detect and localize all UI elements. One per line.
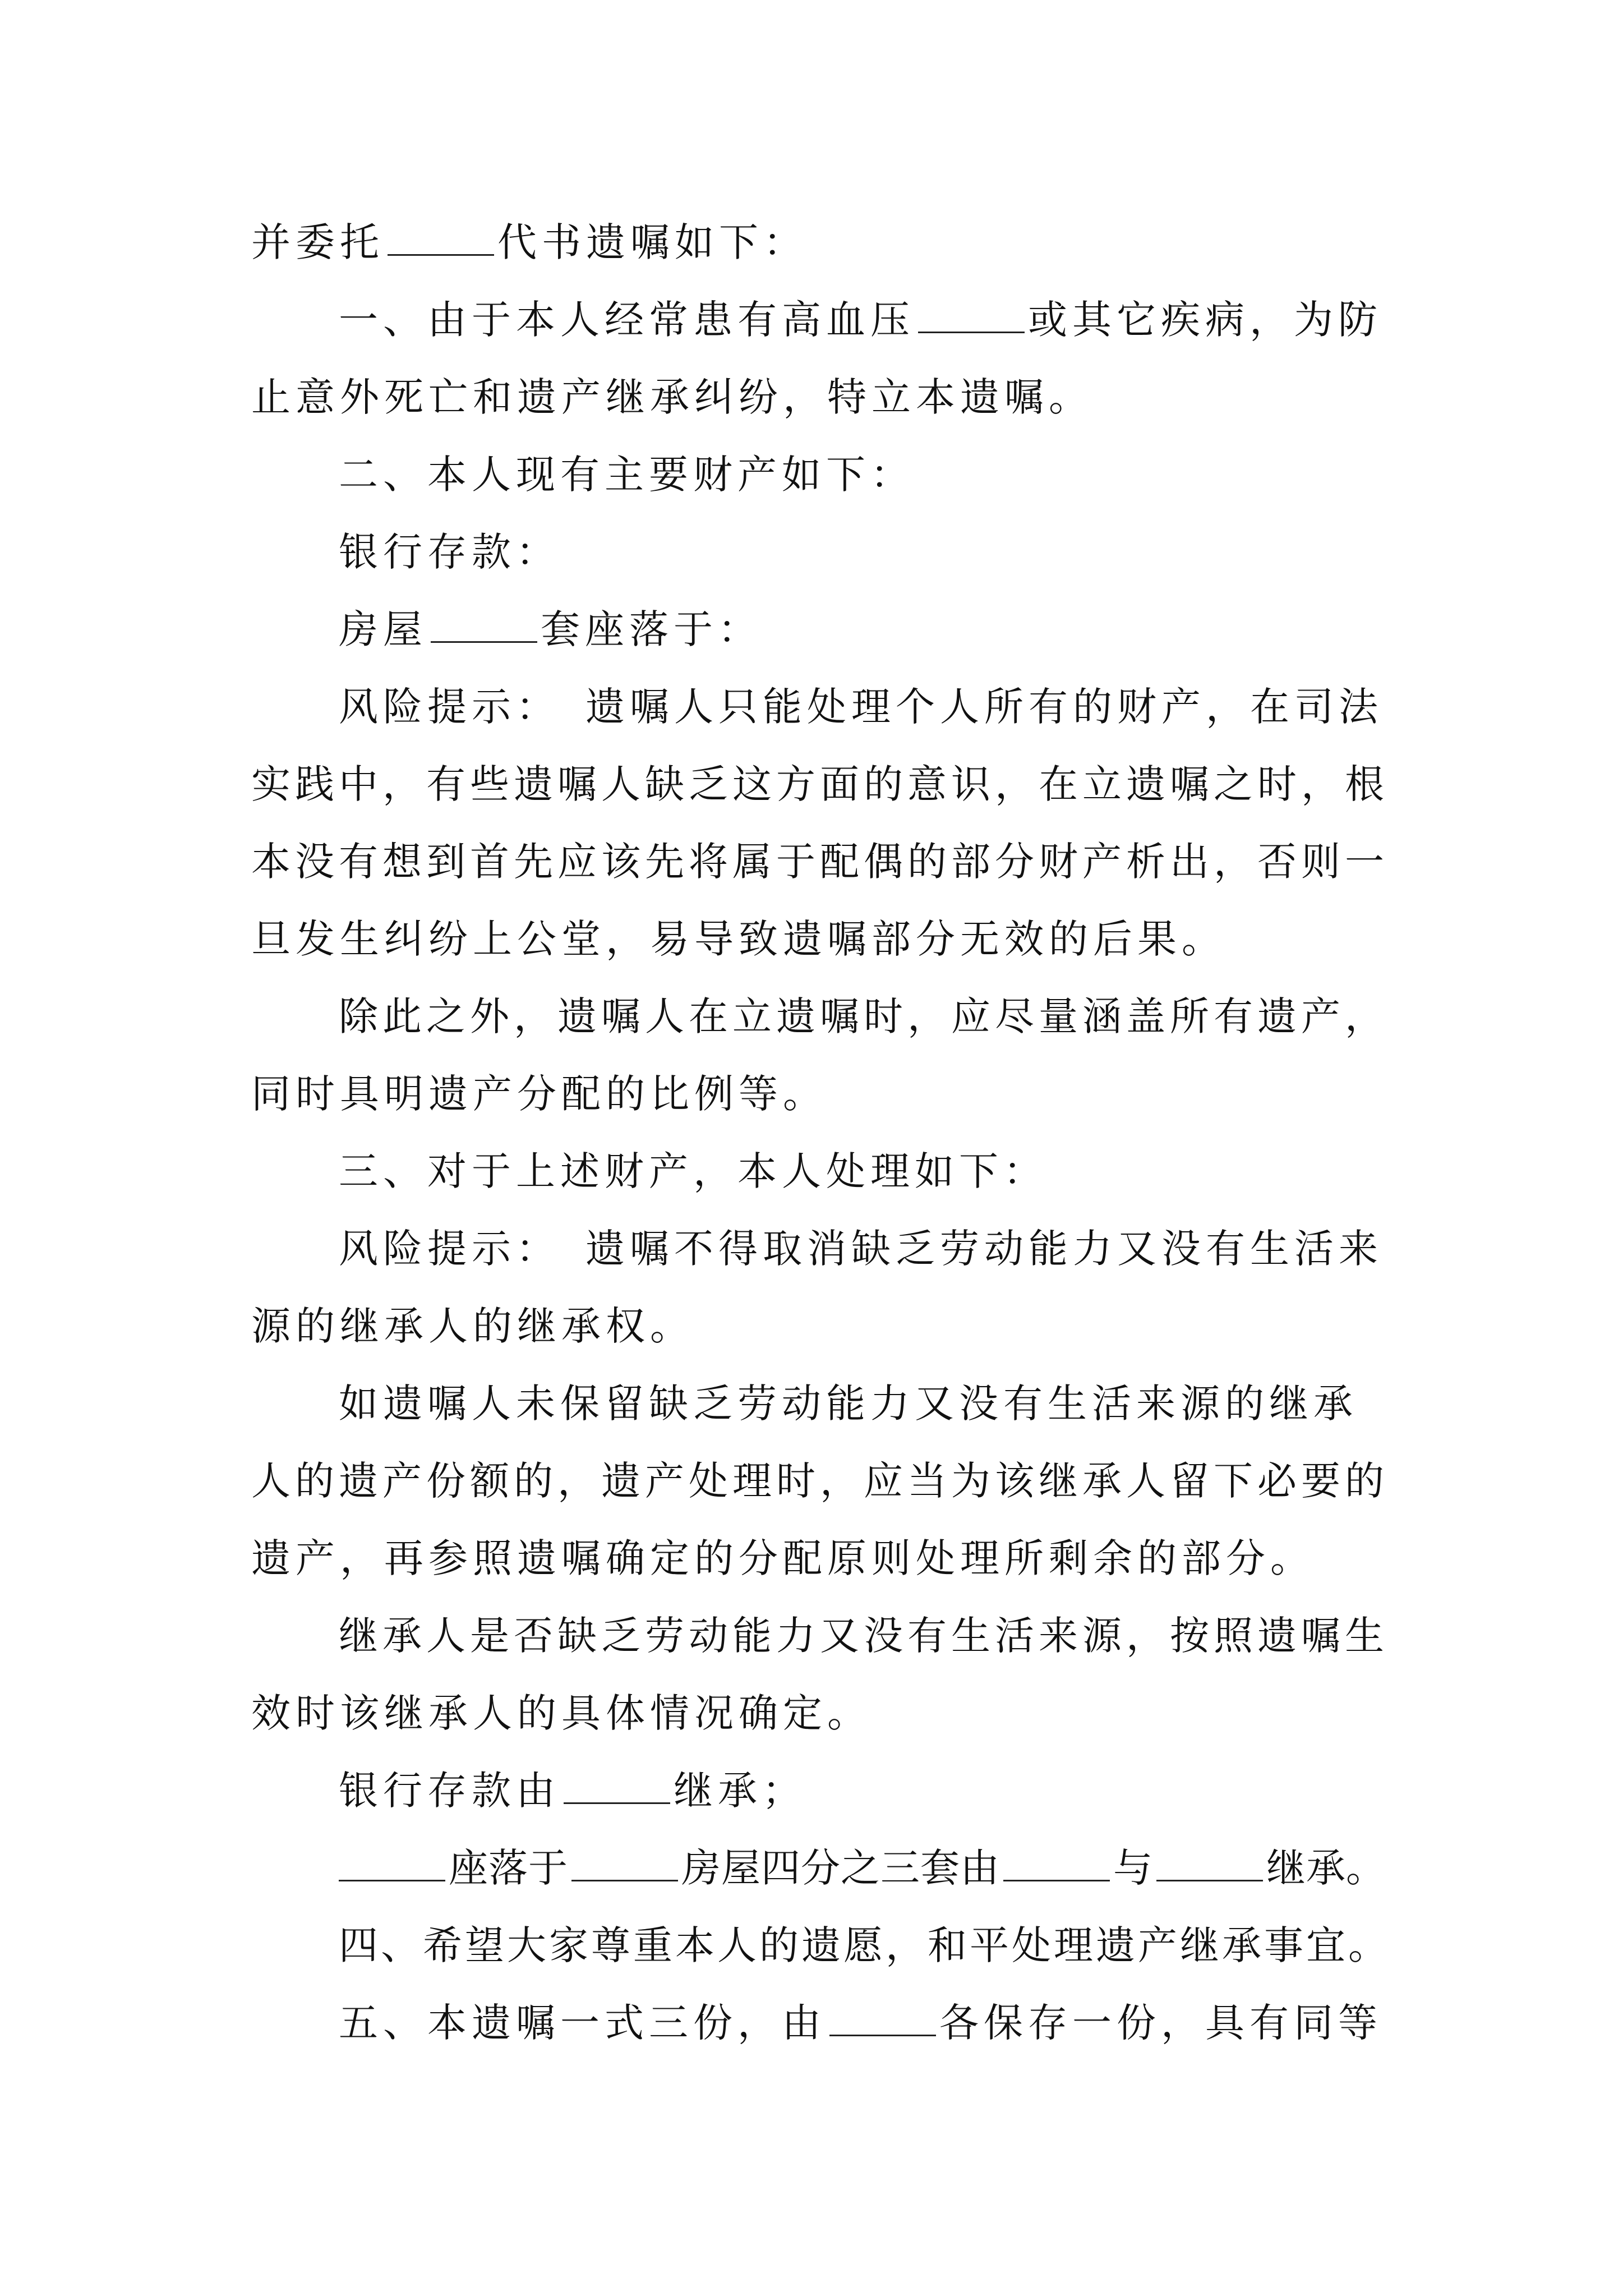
body-line <box>339 1751 806 1830</box>
body-line <box>339 1829 1386 1907</box>
risk-note-line <box>339 1209 1383 1288</box>
body-line <box>251 203 808 282</box>
text-segment: 继承； <box>674 1768 806 1814</box>
risk-note-label: 风险提示： <box>339 1226 560 1272</box>
text-segment: 各保存一份，具有同等 <box>939 2000 1382 2046</box>
risk-note-line <box>339 668 1383 746</box>
body-line: 继承人是否缺乏劳动能力又没有生活来源，按照遗嘱生 <box>339 1613 1389 1659</box>
fill-in-blank <box>339 1852 445 1881</box>
text-segment: 代书遗嘱如下： <box>497 219 808 265</box>
text-segment: 与 <box>1113 1845 1153 1891</box>
fill-in-blank <box>388 226 494 256</box>
body-line: 遗产，再参照遗嘱确定的分配原则处理所剩余的部分。 <box>251 1535 1315 1581</box>
text-segment: 遗嘱人只能处理个人所有的财产，在司法 <box>585 684 1383 730</box>
body-line: 源的继承人的继承权。 <box>251 1303 694 1349</box>
text-segment: 五、本遗嘱一式三份，由 <box>339 2000 826 2046</box>
text-segment: 并委托 <box>251 219 384 265</box>
text-segment: 房屋 <box>339 606 427 652</box>
body-line <box>339 280 1382 359</box>
section-heading <box>339 1984 1382 2062</box>
body-line: 实践中，有些遗嘱人缺乏这方面的意识，在立遗嘱之时，根 <box>251 761 1389 807</box>
body-line: 止意外死亡和遗产继承纠纷，特立本遗嘱。 <box>251 374 1093 420</box>
text-segment: 房屋四分之三套由 <box>681 1845 1000 1891</box>
body-line: 效时该继承人的具体情况确定。 <box>251 1690 872 1736</box>
section-heading: 四、希望大家尊重本人的遗愿，和平处理遗产继承事宜。 <box>339 1922 1390 1968</box>
text-segment: 或其它疾病，为防 <box>1028 297 1382 343</box>
body-line: 如遗嘱人未保留缺乏劳动能力又没有生活来源的继承 <box>339 1381 1358 1427</box>
fill-in-blank <box>564 1774 670 1804</box>
section-heading: 二、本人现有主要财产如下： <box>339 452 915 498</box>
text-segment: 套座落于： <box>541 606 762 652</box>
text-segment: 银行存款由 <box>339 1768 560 1814</box>
fill-in-blank <box>571 1852 678 1881</box>
text-segment: 一、由于本人经常患有高血压 <box>339 297 915 343</box>
body-line <box>339 590 762 669</box>
text-segment: 座落于 <box>449 1845 568 1891</box>
risk-note-label: 风险提示： <box>339 684 560 730</box>
fill-in-blank <box>431 613 537 643</box>
body-line: 本没有想到首先应该先将属于配偶的部分财产析出，否则一 <box>251 839 1389 885</box>
body-line: 银行存款： <box>339 529 560 575</box>
body-line: 同时具明遗产分配的比例等。 <box>251 1071 827 1117</box>
fill-in-blank <box>829 2007 936 2036</box>
body-line: 人的遗产份额的，遗产处理时，应当为该继承人留下必要的 <box>251 1458 1389 1504</box>
fill-in-blank <box>1003 1852 1110 1881</box>
section-heading: 三、对于上述财产，本人处理如下： <box>339 1148 1048 1194</box>
body-line: 除此之外，遗嘱人在立遗嘱时，应尽量涵盖所有遗产， <box>339 993 1389 1039</box>
body-line: 旦发生纠纷上公堂，易导致遗嘱部分无效的后果。 <box>251 916 1226 962</box>
text-segment: 继承。 <box>1266 1845 1386 1891</box>
text-segment: 遗嘱不得取消缺乏劳动能力又没有生活来 <box>585 1226 1383 1272</box>
fill-in-blank <box>1156 1852 1263 1881</box>
fill-in-blank <box>918 303 1025 333</box>
